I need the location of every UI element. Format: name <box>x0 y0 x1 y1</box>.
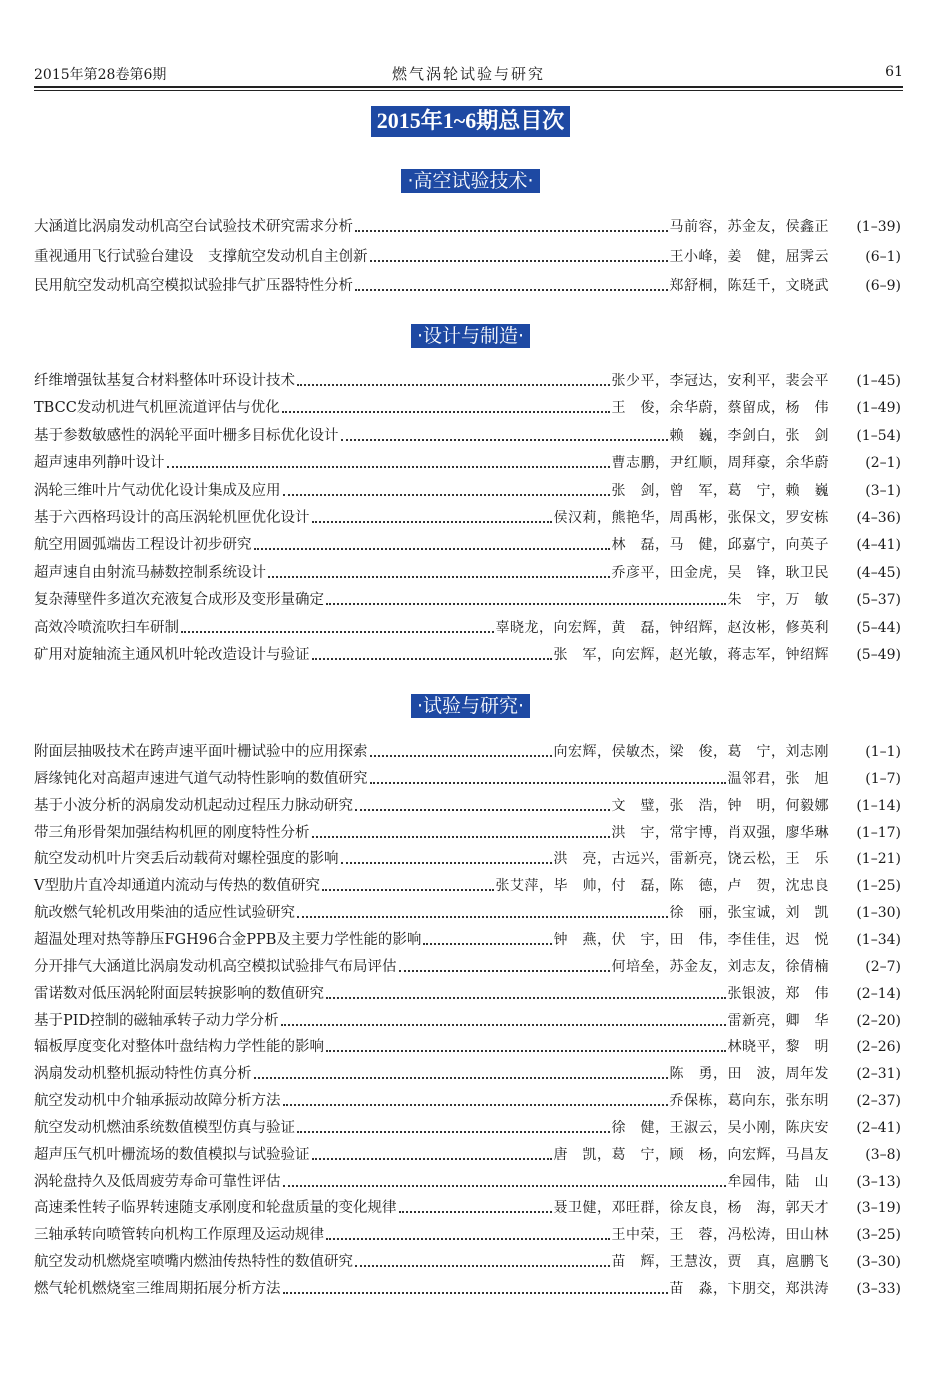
entry-page: (5–49) <box>856 647 901 663</box>
entry-page: (2–26) <box>856 1039 901 1056</box>
entry-authors: 乔彦平，田金虎，吴 锋，耿卫民 <box>611 564 829 581</box>
entry-title: 民用航空发动机高空模拟试验排气扩压器特性分析 <box>34 278 353 294</box>
leader-dots <box>283 1282 668 1294</box>
toc-entry[interactable] <box>34 1250 901 1272</box>
entry-page: (1–1) <box>865 744 901 760</box>
entry-title: 超温处理对热等静压FGH96合金PPB及主要力学性能的影响 <box>34 931 422 948</box>
entry-authors: 温邻君，张 旭 <box>727 770 829 787</box>
entry-title: 三轴承转向喷管转向机构工作原理及运动规律 <box>34 1227 324 1244</box>
entry-title: 燃气轮机燃烧室三维周期拓展分析方法 <box>34 1281 281 1297</box>
entry-page: (5–37) <box>856 592 901 609</box>
entry-title: 附面层抽吸技术在跨声速平面叶栅试验中的应用探索 <box>34 744 368 760</box>
leader-dots <box>283 1175 726 1187</box>
toc-entry[interactable] <box>34 215 901 237</box>
entry-page: (1–39) <box>856 219 901 235</box>
section-title-text: ·设计与制造· <box>411 324 530 348</box>
entry-title: 高速柔性转子临界转速随支承刚度和轮盘质量的变化规律 <box>34 1200 397 1217</box>
entry-authors: 陈 勇，田 波，周年发 <box>669 1066 829 1083</box>
entry-authors: 辜晓龙，向宏辉，黄 磊，钟绍辉，赵汝彬，修英利 <box>495 619 829 636</box>
toc-entry[interactable] <box>34 616 901 638</box>
leader-dots <box>341 429 668 441</box>
entry-authors: 朱 宇，万 敏 <box>727 592 829 609</box>
toc-entry[interactable] <box>34 506 901 528</box>
toc-entry[interactable] <box>34 1089 901 1111</box>
toc-entry[interactable] <box>34 1035 901 1057</box>
leader-dots <box>355 799 610 811</box>
toc-entry[interactable] <box>34 955 901 977</box>
entry-authors: 雷新亮，卿 华 <box>727 1012 829 1029</box>
header-rule <box>34 86 903 88</box>
toc-title <box>0 106 941 137</box>
entry-title: 航改燃气轮机改用柴油的适应性试验研究 <box>34 905 295 922</box>
entry-page: (3–13) <box>856 1173 901 1190</box>
entry-page: (1–21) <box>856 851 901 868</box>
leader-dots <box>341 852 552 864</box>
entry-title: 航空发动机中介轴承振动故障分析方法 <box>34 1093 281 1110</box>
entry-authors: 张 剑，曾 军，葛 宁，赖 巍 <box>611 482 829 499</box>
entry-page: (3–33) <box>856 1281 901 1297</box>
entry-authors: 张银波，郑 伟 <box>727 985 829 1002</box>
leader-dots <box>355 1255 610 1267</box>
entry-page: (4–41) <box>856 537 901 554</box>
entry-title: 重视通用飞行试验台建设 支撑航空发动机自主创新 <box>34 248 368 265</box>
entry-title: 分开排气大涵道比涡扇发动机高空模拟试验排气布局评估 <box>34 958 397 975</box>
leader-dots <box>399 1201 552 1213</box>
leader-dots <box>297 906 668 918</box>
entry-page: (6–1) <box>865 248 901 265</box>
page-header <box>34 62 903 86</box>
entry-title: 纤维增强钛基复合材料整体叶环设计技术 <box>34 373 295 389</box>
entry-title: 矿用对旋轴流主通风机叶轮改造设计与验证 <box>34 647 310 663</box>
issue-info: 2015年第28卷第6期 <box>34 67 167 83</box>
leader-dots <box>297 1121 610 1133</box>
entry-page: (6–9) <box>865 278 901 294</box>
leader-dots <box>283 1094 668 1106</box>
entry-authors: 王中荣，王 蓉，冯松涛，田山林 <box>611 1227 829 1244</box>
entry-authors: 苗 淼，卞朋交，郑洪涛 <box>669 1281 829 1297</box>
toc-entry[interactable] <box>34 451 901 473</box>
entry-title: 航空发动机燃烧室喷嘴内燃油传热特性的数值研究 <box>34 1254 353 1271</box>
toc-entry[interactable] <box>34 1062 901 1084</box>
header-rule-thin <box>34 90 903 91</box>
entry-authors: 王 俊，余华蔚，蔡留成，杨 伟 <box>611 400 829 417</box>
toc-entry[interactable] <box>34 561 901 583</box>
entry-title: 复杂薄壁件多道次充液复合成形及变形量确定 <box>34 592 324 609</box>
entry-authors: 王小峰，姜 健，屈霁云 <box>669 248 829 265</box>
entry-title: 航空发动机燃油系统数值模型仿真与验证 <box>34 1119 295 1136</box>
entry-authors: 徐 健，王淑云，吴小刚，陈庆安 <box>611 1119 829 1136</box>
toc-entry[interactable] <box>34 588 901 610</box>
toc-entry[interactable] <box>34 847 901 869</box>
section-title-text: ·高空试验技术· <box>401 169 539 193</box>
entry-authors: 洪 亮，古远兴，雷新亮，饶云松，王 乐 <box>553 851 829 868</box>
entry-page: (1–45) <box>856 373 901 389</box>
leader-dots <box>254 1067 668 1079</box>
toc-title-text: 2015年1~6期总目次 <box>371 106 570 137</box>
leader-dots <box>297 374 610 386</box>
leader-dots <box>423 933 551 945</box>
toc-entry[interactable] <box>34 643 901 665</box>
journal-title: 燃气涡轮试验与研究 <box>391 65 545 83</box>
entry-title: 涡扇发动机整机振动特性仿真分析 <box>34 1066 252 1083</box>
toc-entry[interactable] <box>34 1116 901 1138</box>
entry-title: 大涵道比涡扇发动机高空台试验技术研究需求分析 <box>34 219 353 235</box>
entry-authors: 洪 宇，常宇博，肖双强，廖华琳 <box>611 824 829 841</box>
section-title <box>0 169 941 193</box>
leader-dots <box>370 772 726 784</box>
toc-entry[interactable] <box>34 928 901 950</box>
entry-page: (2–1) <box>865 455 901 472</box>
entry-authors: 苗 辉，王慧汝，贾 真，扈鹏飞 <box>611 1254 829 1271</box>
entry-page: (3–30) <box>856 1254 901 1271</box>
entry-title: 基于PID控制的磁轴承转子动力学分析 <box>34 1012 279 1029</box>
entry-page: (3–19) <box>856 1200 901 1217</box>
leader-dots <box>312 648 552 660</box>
leader-dots <box>326 1040 726 1052</box>
entry-title: 基于六西格玛设计的高压涡轮机匣优化设计 <box>34 510 310 526</box>
entry-page: (2–41) <box>856 1119 901 1136</box>
entry-authors: 林晓平，黎 明 <box>727 1039 829 1056</box>
section-title-text: ·试验与研究· <box>411 694 530 718</box>
toc-entry[interactable] <box>34 396 901 418</box>
entry-authors: 聂卫健，邓旺群，徐友良，杨 海，郭天才 <box>553 1200 829 1217</box>
toc-entry[interactable] <box>34 1277 901 1299</box>
leader-dots <box>399 960 610 972</box>
entry-title: 带三角形骨架加强结构机匣的刚度特性分析 <box>34 824 310 841</box>
entry-page: (2–14) <box>856 985 901 1002</box>
leader-dots <box>312 826 610 838</box>
entry-authors: 唐 凯，葛 宁，顾 杨，向宏辉，马昌友 <box>553 1146 829 1163</box>
entry-title: 辐板厚度变化对整体叶盘结构力学性能的影响 <box>34 1039 324 1056</box>
entry-authors: 徐 丽，张宝诚，刘 凯 <box>669 905 829 922</box>
entry-authors: 文 璧，张 浩，钟 明，何毅娜 <box>611 797 829 814</box>
entry-page: (4–45) <box>856 564 901 581</box>
entry-page: (1–34) <box>856 931 901 948</box>
leader-dots <box>326 987 726 999</box>
toc-entry[interactable] <box>34 424 901 446</box>
leader-dots <box>370 745 552 757</box>
toc-entry[interactable] <box>34 1143 901 1165</box>
toc-entry[interactable] <box>34 1170 901 1192</box>
entry-authors: 赖 巍，李剑白，张 剑 <box>669 427 829 444</box>
entry-authors: 郑舒桐，陈廷千，文晓武 <box>669 278 829 294</box>
entry-title: 航空用圆弧端齿工程设计初步研究 <box>34 537 252 554</box>
leader-dots <box>355 220 668 232</box>
toc-entry[interactable] <box>34 533 901 555</box>
leader-dots <box>322 879 494 891</box>
entry-page: (2–20) <box>856 1012 901 1029</box>
toc-entry[interactable] <box>34 982 901 1004</box>
toc-entry[interactable] <box>34 874 901 896</box>
toc-entry[interactable] <box>34 1223 901 1245</box>
toc-entry[interactable] <box>34 245 901 267</box>
entry-title: 唇缘钝化对高超声速进气道气动特性影响的数值研究 <box>34 770 368 787</box>
leader-dots <box>181 621 494 633</box>
entry-page: (1–54) <box>856 427 901 444</box>
leader-dots <box>282 401 610 413</box>
entry-page: (1–49) <box>856 400 901 417</box>
entry-page: (1–7) <box>865 770 901 787</box>
entry-authors: 向宏辉，侯敏杰，梁 俊，葛 宁，刘志刚 <box>553 744 829 760</box>
toc-entry[interactable] <box>34 274 901 296</box>
entry-page: (1–25) <box>856 878 901 895</box>
toc-entry[interactable] <box>34 794 901 816</box>
toc-entry[interactable] <box>34 740 901 762</box>
leader-dots <box>312 1148 552 1160</box>
entry-page: (3–1) <box>865 482 901 499</box>
leader-dots <box>283 484 610 496</box>
section-title <box>0 694 941 718</box>
entry-title: 超声速串列静叶设计 <box>34 455 165 472</box>
entry-authors: 何培垒，苏金友，刘志友，徐倩楠 <box>611 958 829 975</box>
entry-title: 基于参数敏感性的涡轮平面叶栅多目标优化设计 <box>34 427 339 444</box>
entry-authors: 张 军，向宏辉，赵光敏，蒋志军，钟绍辉 <box>553 647 829 663</box>
toc-entry[interactable] <box>34 1196 901 1218</box>
section-title <box>0 324 941 348</box>
entry-title: 超声压气机叶栅流场的数值模拟与试验验证 <box>34 1146 310 1163</box>
entry-page: (3–25) <box>856 1227 901 1244</box>
entry-title: 涡轮三维叶片气动优化设计集成及应用 <box>34 482 281 499</box>
entry-authors: 张少平，李冠达，安利平，裴会平 <box>611 373 829 389</box>
entry-page: (3–8) <box>865 1146 901 1163</box>
entry-page: (2–7) <box>865 958 901 975</box>
leader-dots <box>268 566 610 578</box>
toc-entry[interactable] <box>34 479 901 501</box>
leader-dots <box>254 538 610 550</box>
toc-entry[interactable] <box>34 901 901 923</box>
leader-dots <box>370 250 668 262</box>
leader-dots <box>312 511 552 523</box>
entry-page: (2–37) <box>856 1093 901 1110</box>
leader-dots <box>326 593 726 605</box>
leader-dots <box>167 456 610 468</box>
entry-page: (4–36) <box>856 510 901 526</box>
entry-title: Ⅴ型肋片直冷却通道内流动与传热的数值研究 <box>34 878 320 895</box>
entry-authors: 钟 燕，伏 宇，田 伟，李佳佳，迟 悦 <box>553 931 829 948</box>
entry-title: TBCC发动机进气机匣流道评估与优化 <box>34 400 280 417</box>
entry-authors: 林 磊，马 健，邱嘉宁，向英子 <box>611 537 829 554</box>
entry-page: (5–44) <box>856 619 901 636</box>
entry-title: 涡轮盘持久及低周疲劳寿命可靠性评估 <box>34 1173 281 1190</box>
leader-dots <box>326 1228 610 1240</box>
entry-title: 高效冷喷流吹扫车研制 <box>34 619 179 636</box>
entry-authors: 乔保栋，葛向东，张东明 <box>669 1093 829 1110</box>
page-number: 61 <box>885 64 903 80</box>
toc-entry[interactable] <box>34 369 901 391</box>
entry-authors: 曹志鹏，尹红顺，周拜豪，余华蔚 <box>611 455 829 472</box>
entry-authors: 马前容，苏金友，侯鑫正 <box>669 219 829 235</box>
entry-title: 基于小波分析的涡扇发动机起动过程压力脉动研究 <box>34 797 353 814</box>
entry-authors: 张艾萍，毕 帅，付 磊，陈 德，卢 贺，沈忠良 <box>495 878 829 895</box>
entry-authors: 侯汉莉，熊艳华，周禹彬，张保文，罗安栋 <box>553 510 829 526</box>
entry-title: 雷诺数对低压涡轮附面层转捩影响的数值研究 <box>34 985 324 1002</box>
entry-page: (1–17) <box>856 824 901 841</box>
entry-page: (1–30) <box>856 905 901 922</box>
entry-title: 超声速自由射流马赫数控制系统设计 <box>34 564 266 581</box>
entry-authors: 牟园伟，陆 山 <box>727 1173 829 1190</box>
entry-page: (2–31) <box>856 1066 901 1083</box>
leader-dots <box>281 1014 726 1026</box>
toc-entry[interactable] <box>34 1009 901 1031</box>
toc-entry[interactable] <box>34 821 901 843</box>
leader-dots <box>355 279 668 291</box>
toc-entry[interactable] <box>34 767 901 789</box>
entry-title: 航空发动机叶片突丢后动载荷对螺栓强度的影响 <box>34 851 339 868</box>
entry-page: (1–14) <box>856 797 901 814</box>
